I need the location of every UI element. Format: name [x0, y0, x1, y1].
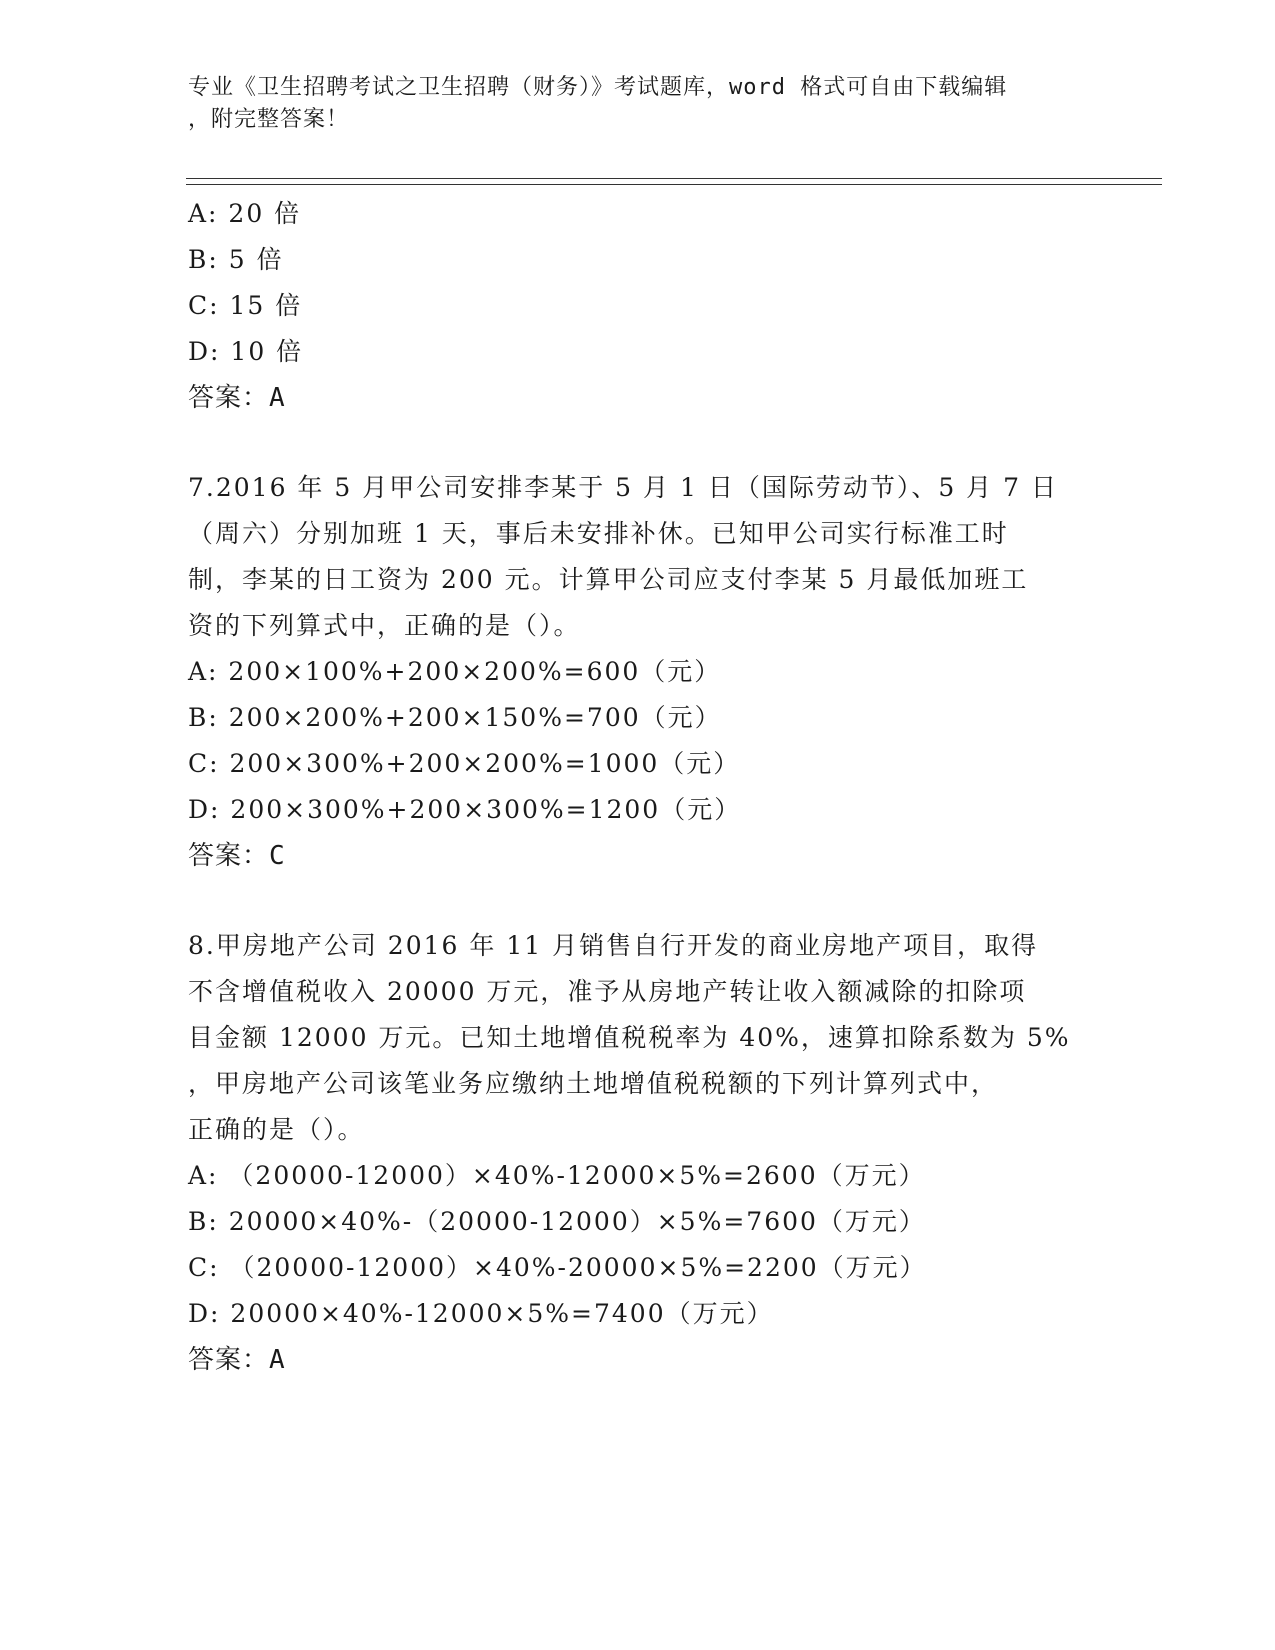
question-stem-line: 资的下列算式中，正确的是（）。: [188, 611, 581, 640]
question-stem-line: 目金额 12000 万元。已知土地增值税税率为 40%，速算扣除系数为 5%: [188, 1023, 1071, 1052]
header-divider: [186, 178, 1162, 185]
question-8: [188, 923, 1088, 1383]
question-stem-line: 制，李某的日工资为 200 元。计算甲公司应支付李某 5 月最低加班工: [188, 565, 1029, 594]
header-line-2: ，附完整答案！: [188, 107, 350, 132]
option-d: D: 20000×40%-12000×5%=7400（万元）: [188, 1299, 774, 1328]
document-header: [188, 72, 1088, 136]
answer-line: 答案：A: [188, 383, 286, 413]
option-c: C: 15 倍: [188, 291, 303, 320]
question-stem-line: ，甲房地产公司该笔业务应缴纳土地增值税税额的下列计算列式中，: [188, 1069, 999, 1098]
option-c: C: 200×300%+200×200%=1000（元）: [188, 749, 741, 778]
document-body: [188, 191, 1088, 1383]
option-d: D: 200×300%+200×300%=1200（元）: [188, 795, 742, 824]
answer-line: 答案：C: [188, 841, 286, 871]
option-a: A: 200×100%+200×200%=600（元）: [188, 657, 722, 686]
question-stem-line: 不含增值税收入 20000 万元，准予从房地产转让收入额减除的扣除项: [188, 977, 1027, 1006]
option-b: B: 200×200%+200×150%=700（元）: [188, 703, 722, 732]
answer-line: 答案：A: [188, 1345, 286, 1375]
question-stem-line: 正确的是（）。: [188, 1115, 365, 1144]
option-d: D: 10 倍: [188, 337, 304, 366]
option-a: A: （20000-12000）×40%-12000×5%=2600（万元）: [188, 1161, 926, 1190]
spacer: [188, 879, 1088, 923]
spacer: [188, 421, 1088, 465]
option-a: A: 20 倍: [188, 199, 302, 228]
option-c: C: （20000-12000）×40%-20000×5%=2200（万元）: [188, 1253, 927, 1282]
option-b: B: 5 倍: [188, 245, 284, 274]
question-stem-line: 8.甲房地产公司 2016 年 11 月销售自行开发的商业房地产项目，取得: [188, 931, 1039, 960]
header-line-1: 专业《卫生招聘考试之卫生招聘（财务）》考试题库，word 格式可自由下载编辑: [188, 75, 1008, 100]
question-stem-line: （周六）分别加班 1 天，事后未安排补休。已知甲公司实行标准工时: [188, 519, 1009, 548]
option-b: B: 20000×40%-（20000-12000）×5%=7600（万元）: [188, 1207, 926, 1236]
question-7: [188, 465, 1088, 879]
question-stem-line: 7.2016 年 5 月甲公司安排李某于 5 月 1 日（国际劳动节）、5 月 7 日: [188, 473, 1058, 502]
question-block-prev: [188, 191, 1088, 421]
